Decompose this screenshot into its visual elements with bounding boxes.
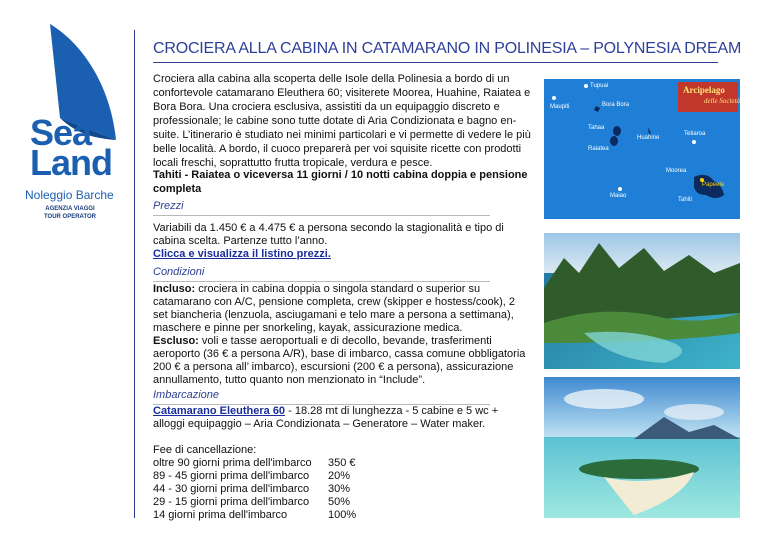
beach-lagoon-photo bbox=[544, 377, 740, 518]
fee-row bbox=[153, 483, 356, 496]
map-label-papeete: Papeete bbox=[702, 182, 725, 188]
fees-heading: Fee di cancellazione: bbox=[153, 444, 257, 456]
map-label-tahaa: Tahaa bbox=[588, 125, 605, 131]
fee-row bbox=[153, 496, 356, 509]
island-aerial-image bbox=[544, 233, 740, 369]
section-heading-imbarcazione: Imbarcazione bbox=[153, 389, 220, 401]
section-divider bbox=[153, 215, 490, 216]
page-title: CROCIERA ALLA CABINA IN CATAMARANO IN POLINESIA – POLYNESIA DREAM bbox=[153, 40, 742, 57]
vertical-divider bbox=[134, 30, 135, 518]
brand-land: Land bbox=[30, 142, 112, 183]
fee-value: 100% bbox=[328, 509, 357, 521]
islands-map bbox=[544, 79, 740, 219]
section-heading-prezzi: Prezzi bbox=[153, 200, 184, 212]
fee-label: 44 - 30 giorni prima dell'imbarco bbox=[153, 483, 310, 495]
map-label-tetiaroa: Tetiaroa bbox=[684, 131, 706, 137]
map-label-maupiti: Maupiti bbox=[550, 104, 570, 110]
map-label-bora-bora: Bora Bora bbox=[602, 102, 630, 108]
catamaran-link[interactable]: Catamarano Eleuthera 60 bbox=[153, 405, 286, 417]
brand-sea: Sea bbox=[30, 112, 92, 153]
condizioni-block bbox=[153, 283, 528, 387]
prezzi-text: Variabili da 1.450 € a 4.475 € a persona secondo la stagionalità e tipo di cabina scelta. Partenze tutto l’anno. bbox=[153, 222, 504, 247]
fee-row bbox=[153, 509, 356, 522]
archipelago-title: Arcipelago bbox=[683, 85, 725, 95]
fee-label: oltre 90 giorni prima dell'imbarco bbox=[153, 457, 312, 469]
escluso-text: voli e tasse aeroportuali e di decollo, bevande, trasferimenti aeroporto (36 € a persona A/R), base di imbarco, cassa comune obbligatoria 200 € a persona all’ imbarco), escursioni (200 € a persona), assicurazione annullamento, tutto quanto non menzionato in “Include”. bbox=[153, 335, 526, 386]
fee-label: 89 - 45 giorni prima dell'imbarco bbox=[153, 470, 310, 482]
imbarcazione-text: - 18.28 mt di lunghezza - 5 cabine e 5 wc + alloggi equipaggio – Aria Condizionata – Generatore – Water maker. bbox=[153, 405, 499, 430]
archipelago-subtitle: delle Società bbox=[704, 97, 740, 105]
map-label-maiao: Maiao bbox=[610, 193, 627, 199]
section-divider bbox=[153, 281, 490, 282]
incluso-label: Incluso: bbox=[153, 283, 196, 295]
imbarcazione-block bbox=[153, 405, 528, 431]
fee-label: 14 giorni prima dell'imbarco bbox=[153, 509, 288, 521]
brand-subtitle bbox=[44, 205, 96, 221]
map-label-moorea: Moorea bbox=[666, 168, 687, 174]
map-label-tupuai: Tupuai bbox=[590, 83, 609, 89]
fee-row bbox=[153, 457, 356, 470]
brand-sub1: AGENZIA VIAGGI bbox=[45, 206, 95, 212]
tour-summary: Tahiti - Raiatea o viceversa 11 giorni / 10 notti cabina doppia e pensione completa bbox=[153, 169, 528, 195]
fee-label: 29 - 15 giorni prima dell'imbarco bbox=[153, 496, 310, 508]
fee-value: 30% bbox=[328, 483, 351, 495]
beach-lagoon-image bbox=[544, 377, 740, 518]
incluso-text: crociera in cabina doppia o singola standard o superior su catamarano con A/C, pensione completa, crew (skipper e hostess/cook), 2 set biancheria (lenzuola, asciugamani e telo mare a persona a settimana), maschere e pinne per snorkeling, kayak, assicurazione medica. bbox=[153, 283, 515, 334]
island-aerial-photo bbox=[544, 233, 740, 369]
prezzi-block bbox=[153, 222, 528, 261]
fee-row bbox=[153, 470, 356, 483]
brand-sub2: TOUR OPERATOR bbox=[44, 214, 97, 220]
map-label-huahine: Huahine bbox=[637, 135, 660, 141]
fee-value: 50% bbox=[328, 496, 351, 508]
map-label-raiatea: Raiatea bbox=[588, 146, 609, 152]
cancellation-fees bbox=[153, 444, 356, 522]
brand-tagline: Noleggio Barche bbox=[25, 188, 114, 202]
fee-value: 350 € bbox=[328, 457, 356, 469]
escluso-label: Escluso: bbox=[153, 335, 199, 347]
section-heading-condizioni: Condizioni bbox=[153, 266, 205, 278]
price-list-link[interactable]: Clicca e visualizza il listino prezzi. bbox=[153, 248, 331, 260]
title-underline bbox=[153, 62, 718, 63]
map-label-tahiti: Tahiti bbox=[678, 197, 693, 203]
intro-paragraph: Crociera alla cabina alla scoperta delle Isole della Polinesia a bordo di un confortevole catamarano Eleuthera 60; visiterete Moorea, Huahine, Raiatea e Bora Bora. Una crociera esclusiva, assistiti da un equipaggio discreto e professionale; le cabine sono tutte dotate di Aria Condizionata e bagno en-suite. L’itinerario è studiato nei minimi particolari e vi permette di vedere le più belle località. A bordo, il cuoco preparerà per voi squisite ricette con prodotti locali freschi, soprattutto frutta tropicale, verdura e pesce. bbox=[153, 73, 531, 169]
fee-value: 20% bbox=[328, 470, 351, 482]
